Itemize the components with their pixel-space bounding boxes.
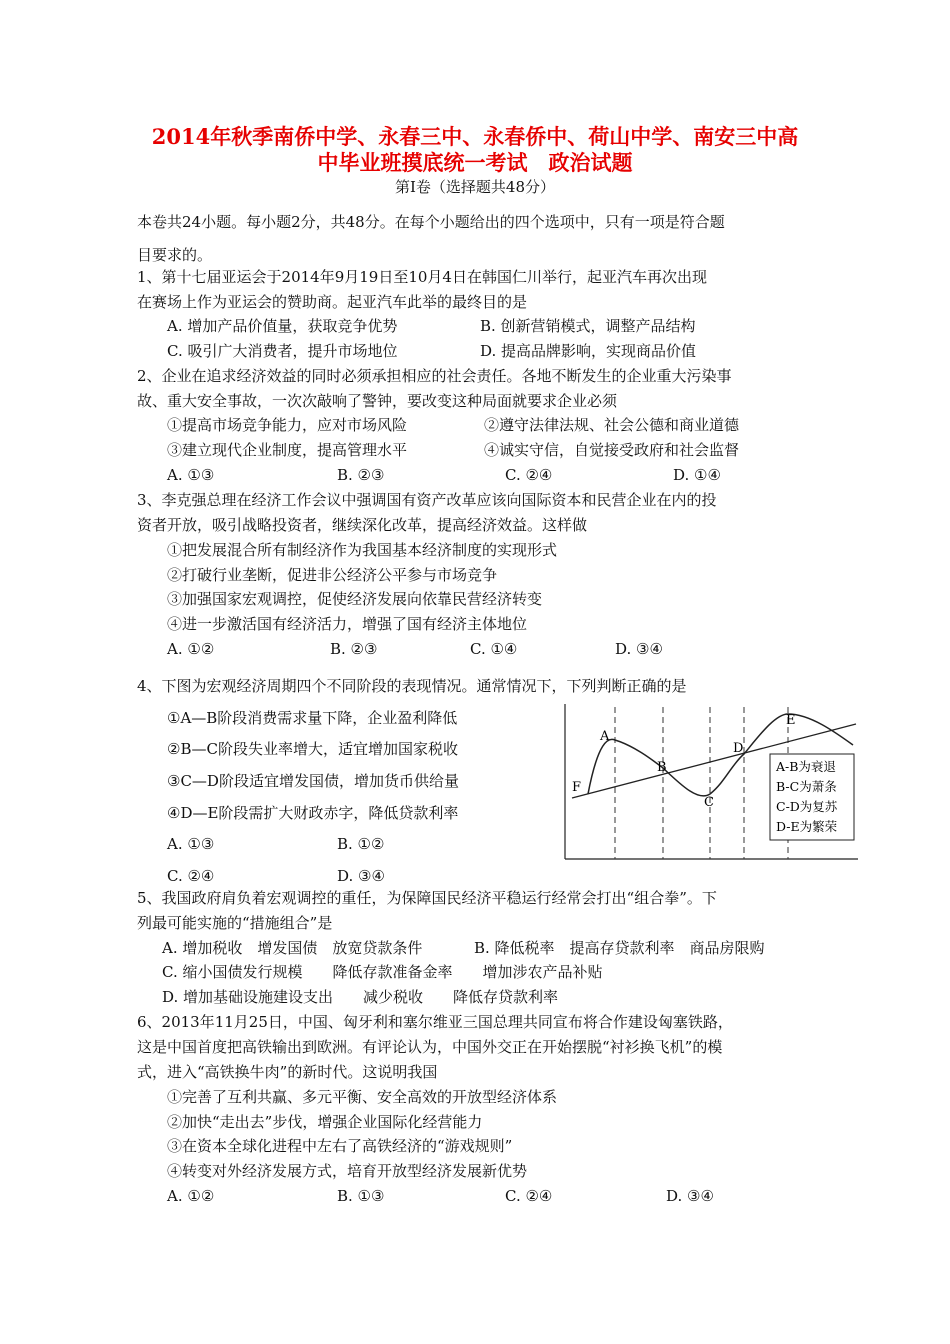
q2-statement-2: ②遵守法律法规、社会公德和商业道德 [484,416,740,434]
legend-item-2: B-C为萧条 [776,779,837,794]
intro-line-2: 目要求的。 [137,246,213,264]
q2-option-b: B. ②③ [337,466,385,484]
q6-option-b: B. ①③ [337,1187,385,1205]
q2-statement-3: ③建立现代企业制度，提高管理水平 [167,441,408,459]
q3-statement-1: ①把发展混合所有制经济作为我国基本经济制度的实现形式 [167,541,558,559]
q6-statement-1: ①完善了互利共赢、多元平衡、安全高效的开放型经济体系 [167,1088,558,1106]
exam-title-line-1: 2014年秋季南侨中学、永春三中、永春侨中、荷山中学、南安三中高 [151,124,799,149]
q5-option-a: A. 增加税收 增发国债 放宽贷款条件 [162,939,423,957]
q6-option-c: C. ②④ [505,1187,553,1205]
q1-option-d: D. 提高品牌影响，实现商品价值 [480,342,697,360]
q4-option-d: D. ③④ [337,867,385,885]
q6-stem-line-3: 式，进入“高铁换牛肉”的新时代。这说明我国 [137,1063,438,1081]
legend-item-4: D-E为繁荣 [776,819,838,834]
q1-option-a: A. 增加产品价值量，获取竞争优势 [167,317,398,335]
point-label-a: A [600,729,610,744]
q5-stem-line-1: 5、我国政府肩负着宏观调控的重任，为保障国民经济平稳运行经常会打出“组合拳”。下 [137,889,717,907]
point-label-d: D [733,741,744,756]
q2-stem-line-1: 2、企业在追求经济效益的同时必须承担相应的社会责任。各地不断发生的企业重大污染事 [137,367,732,385]
q3-statement-2: ②打破行业垄断，促进非公经济公平参与市场竞争 [167,566,498,584]
q4-statement-3: ③C—D阶段适宜增发国债，增加货币供给量 [167,772,459,790]
legend-item-3: C-D为复苏 [776,799,838,814]
q2-option-d: D. ①④ [673,466,721,484]
q3-statement-4: ④进一步激活国有经济活力，增强了国有经济主体地位 [167,615,528,633]
legend-item-1: A-B为衰退 [776,759,836,774]
q6-option-d: D. ③④ [666,1187,714,1205]
q2-statement-1: ①提高市场竞争能力，应对市场风险 [167,416,408,434]
q4-option-a: A. ①③ [167,835,215,853]
q6-stem-line-1: 6、2013年11月25日，中国、匈牙利和塞尔维亚三国总理共同宣布将合作建设匈塞铁路， [137,1013,733,1031]
q2-option-a: A. ①③ [167,466,215,484]
q3-statement-3: ③加强国家宏观调控，促使经济发展向依靠民营经济转变 [167,590,543,608]
q1-stem-line-1: 1、第十七届亚运会于2014年9月19日至10月4日在韩国仁川举行，起亚汽车再次出现 [137,268,707,286]
q1-option-b: B. 创新营销模式，调整产品结构 [480,317,696,335]
q4-stem: 4、下图为宏观经济周期四个不同阶段的表现情况。通常情况下，下列判断正确的是 [137,677,687,695]
point-label-b: B [657,760,667,775]
exam-title-line-2: 中毕业班摸底统一考试 政治试题 [317,150,633,175]
q2-option-c: C. ②④ [505,466,553,484]
q5-option-c: C. 缩小国债发行规模 降低存款准备金率 增加涉农产品补贴 [162,963,603,981]
q6-statement-3: ③在资本全球化进程中左右了高铁经济的“游戏规则” [167,1137,513,1155]
q3-stem-line-1: 3、李克强总理在经济工作会议中强调国有资产改革应该向国际资本和民营企业在内的投 [137,491,717,509]
q5-option-d: D. 增加基础设施建设支出 减少税收 降低存贷款利率 [162,988,559,1006]
q3-stem-line-2: 资者开放，吸引战略投资者，继续深化改革，提高经济效益。这样做 [137,516,588,534]
q6-stem-line-2: 这是中国首度把高铁输出到欧洲。有评论认为，中国外交正在开始摆脱“衬衫换飞机”的模 [137,1038,723,1056]
q6-statement-4: ④转变对外经济发展方式，培育开放型经济发展新优势 [167,1162,528,1180]
q5-stem-line-2: 列最可能实施的“措施组合”是 [137,914,333,932]
q4-option-b: B. ①② [337,835,385,853]
point-label-f: F [572,780,582,795]
intro-line-1: 本卷共24小题。每小题2分，共48分。在每个小题给出的四个选项中，只有一项是符合题 [137,213,725,231]
q4-option-c: C. ②④ [167,867,215,885]
q2-statement-4: ④诚实守信，自觉接受政府和社会监督 [484,441,740,459]
q1-stem-line-2: 在赛场上作为亚运会的赞助商。起亚汽车此举的最终目的是 [137,293,528,311]
q4-statement-2: ②B—C阶段失业率增大，适宜增加国家税收 [167,740,458,758]
q4-statement-1: ①A—B阶段消费需求量下降，企业盈利降低 [167,709,458,727]
point-label-c: C [704,795,714,810]
q3-option-b: B. ②③ [330,640,378,658]
q2-stem-line-2: 故、重大安全事故，一次次敲响了警钟，要改变这种局面就要求企业必须 [137,392,618,410]
point-label-e: E [786,713,796,728]
q6-statement-2: ②加快“走出去”步伐，增强企业国际化经营能力 [167,1113,483,1131]
q1-option-c: C. 吸引广大消费者，提升市场地位 [167,342,398,360]
q5-option-b: B. 降低税率 提高存贷款利率 商品房限购 [474,939,765,957]
q6-option-a: A. ①② [167,1187,215,1205]
section-heading: 第Ⅰ卷（选择题共48分） [394,178,555,196]
q3-option-d: D. ③④ [615,640,663,658]
q3-option-a: A. ①② [167,640,215,658]
q4-statement-4: ④D—E阶段需扩大财政赤字，降低贷款利率 [167,804,459,822]
q3-option-c: C. ①④ [470,640,518,658]
economic-cycle-diagram [560,702,860,862]
